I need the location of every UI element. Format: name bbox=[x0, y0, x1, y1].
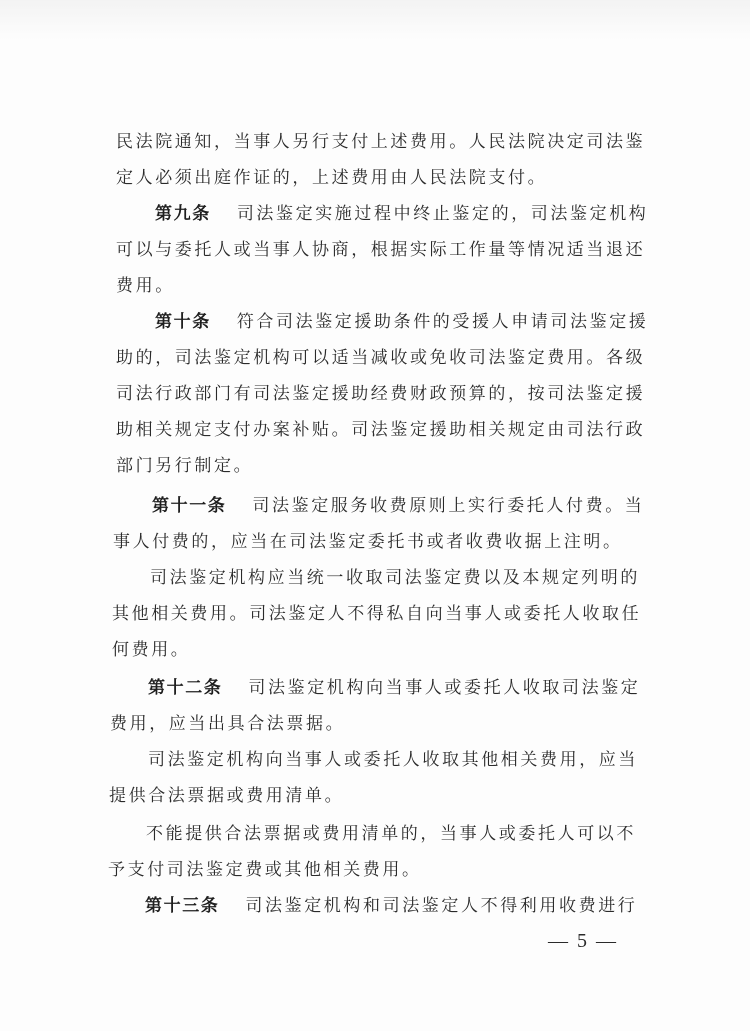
text-line bbox=[0, 778, 750, 814]
article-heading: 第十一条 bbox=[152, 496, 227, 516]
line-text: 助的，司法鉴定机构可以适当减收或免收司法鉴定费用。各级 bbox=[116, 348, 646, 368]
line-text: 费用。 bbox=[116, 276, 175, 296]
line-text: 民法院通知，当事人另行支付上述费用。人民法院决定司法鉴 bbox=[116, 132, 646, 152]
article-heading: 第十三条 bbox=[145, 896, 220, 916]
article-heading: 第九条 bbox=[155, 204, 211, 224]
scan-shading bbox=[0, 0, 750, 40]
line-text: 何费用。 bbox=[112, 640, 191, 660]
line-text: 事人付费的，应当在司法鉴定委托书或者收费收据上注明。 bbox=[113, 532, 623, 552]
text-line bbox=[0, 596, 750, 632]
text-line bbox=[0, 524, 750, 560]
article-13-line bbox=[0, 888, 750, 924]
text-line bbox=[0, 232, 750, 268]
text-line bbox=[0, 448, 750, 484]
page-number: — 5 — bbox=[548, 930, 618, 952]
text-line bbox=[0, 268, 750, 304]
article-9-line bbox=[0, 196, 750, 232]
paragraph-first-line bbox=[0, 742, 750, 778]
line-text: 提供合法票据或费用清单。 bbox=[109, 786, 345, 806]
line-text: 不能提供合法票据或费用清单的，当事人或委托人可以不 bbox=[146, 824, 636, 844]
line-text: 予支付司法鉴定费或其他相关费用。 bbox=[108, 860, 422, 880]
text-line bbox=[0, 124, 750, 160]
text-line bbox=[0, 412, 750, 448]
line-text: 符合司法鉴定援助条件的受援人申请司法鉴定援 bbox=[236, 312, 649, 332]
line-text: 助相关规定支付办案补贴。司法鉴定援助相关规定由司法行政 bbox=[116, 420, 646, 440]
line-text: 定人必须出庭作证的，上述费用由人民法院支付。 bbox=[116, 168, 548, 188]
text-line bbox=[0, 376, 750, 412]
line-text: 司法鉴定实施过程中终止鉴定的，司法鉴定机构 bbox=[236, 204, 649, 224]
line-text: 部门另行制定。 bbox=[116, 456, 254, 476]
paragraph-first-line bbox=[0, 560, 750, 596]
line-text: 司法鉴定机构和司法鉴定人不得利用收费进行 bbox=[245, 896, 638, 916]
article-10-line bbox=[0, 304, 750, 340]
paragraph-first-line bbox=[0, 816, 750, 852]
article-12-line bbox=[0, 670, 750, 706]
text-line bbox=[0, 706, 750, 742]
article-11-line bbox=[0, 488, 750, 524]
line-text: 司法鉴定机构应当统一收取司法鉴定费以及本规定列明的 bbox=[150, 568, 640, 588]
line-text: 可以与委托人或当事人协商，根据实际工作量等情况适当退还 bbox=[116, 240, 646, 260]
line-text: 其他相关费用。司法鉴定人不得私自向当事人或委托人收取任 bbox=[112, 604, 642, 624]
line-text: 司法鉴定机构向当事人或委托人收取司法鉴定 bbox=[248, 678, 641, 698]
article-heading: 第十条 bbox=[155, 312, 211, 332]
article-heading: 第十二条 bbox=[148, 678, 223, 698]
text-line bbox=[0, 852, 750, 888]
text-line bbox=[0, 160, 750, 196]
text-line bbox=[0, 340, 750, 376]
text-line bbox=[0, 632, 750, 668]
line-text: 费用，应当出具合法票据。 bbox=[110, 714, 346, 734]
line-text: 司法鉴定服务收费原则上实行委托人付费。当 bbox=[252, 496, 645, 516]
line-text: 司法行政部门有司法鉴定援助经费财政预算的，按司法鉴定援 bbox=[116, 384, 646, 404]
line-text: 司法鉴定机构向当事人或委托人收取其他相关费用，应当 bbox=[148, 750, 638, 770]
